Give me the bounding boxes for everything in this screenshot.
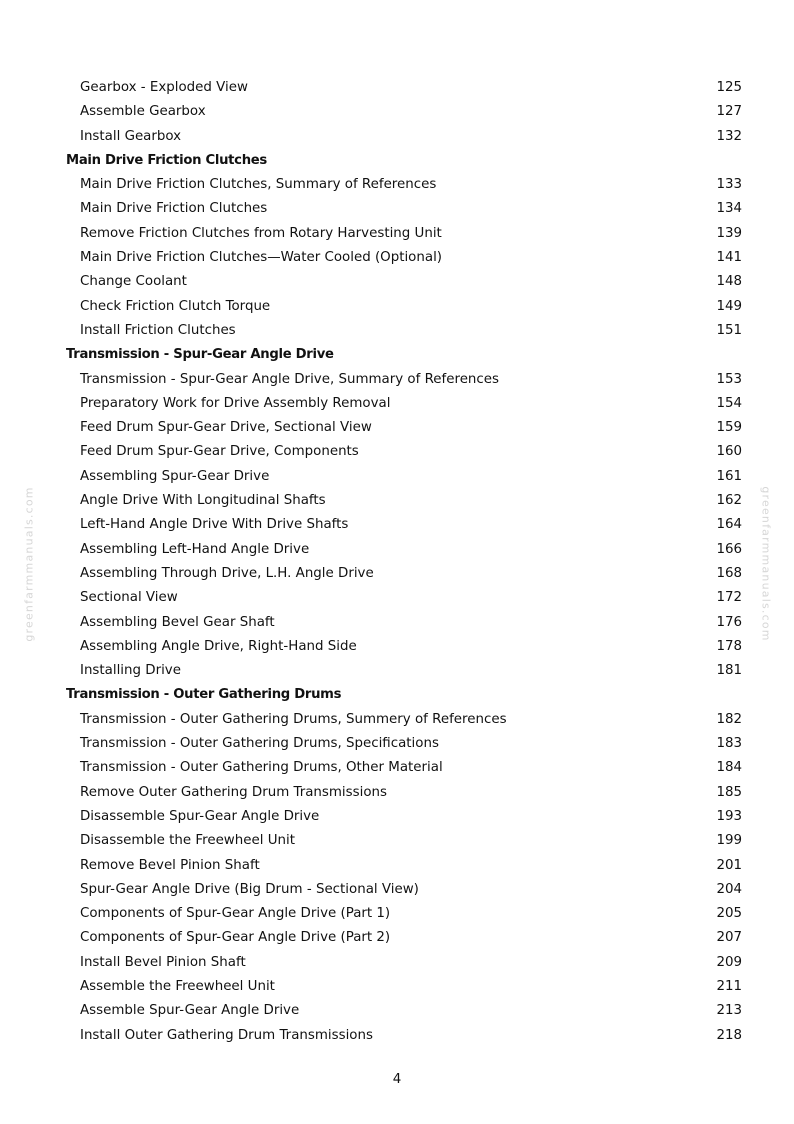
toc-entry[interactable] (0, 319, 794, 343)
toc-entry-title: Install Outer Gathering Drum Transmissions (80, 1027, 373, 1043)
toc-entry[interactable] (0, 999, 794, 1023)
toc-entry[interactable] (0, 392, 794, 416)
toc-section-heading: Main Drive Friction Clutches (66, 152, 267, 168)
toc-entry[interactable] (0, 951, 794, 975)
toc-entry-title: Assembling Spur-Gear Drive (80, 468, 270, 484)
toc-entry[interactable] (0, 562, 794, 586)
toc-entry-page-number: 134 (716, 201, 742, 217)
toc-entry-title: Transmission - Outer Gathering Drums, Specifications (80, 736, 439, 752)
toc-entry-page-number: 166 (716, 541, 742, 557)
toc-entry-title: Preparatory Work for Drive Assembly Removal (80, 395, 391, 411)
toc-entry-title: Main Drive Friction Clutches—Water Cooled (Optional) (80, 250, 443, 266)
toc-entry[interactable] (0, 902, 794, 926)
toc-entry[interactable] (0, 732, 794, 756)
toc-entry-title: Transmission - Outer Gathering Drums, Summery of References (80, 711, 507, 727)
toc-entry-title: Gearbox - Exploded View (80, 80, 248, 95)
toc-entry[interactable] (0, 635, 794, 659)
toc-entry[interactable] (0, 829, 794, 853)
toc-entry-page-number: 199 (716, 833, 742, 849)
toc-entry[interactable] (0, 416, 794, 440)
toc-entry[interactable] (0, 781, 794, 805)
toc-entry-page-number: 149 (716, 298, 742, 314)
toc-entry-title: Assemble Spur-Gear Angle Drive (80, 1003, 300, 1019)
toc-entry[interactable] (0, 222, 794, 246)
toc-entry-page-number: 176 (716, 614, 742, 630)
toc-entry-page-number: 125 (716, 80, 742, 95)
toc-section-heading: Transmission - Spur-Gear Angle Drive (66, 347, 334, 363)
toc-entry[interactable] (0, 513, 794, 537)
toc-entry[interactable] (0, 368, 794, 392)
toc-entry-title: Main Drive Friction Clutches, Summary of References (80, 177, 437, 193)
toc-entry-page-number: 139 (716, 225, 742, 241)
toc-entry-title: Assembling Angle Drive, Right-Hand Side (80, 638, 357, 654)
toc-entry[interactable] (0, 465, 794, 489)
toc-entry-page-number: 213 (716, 1003, 742, 1019)
toc-entry[interactable] (0, 975, 794, 999)
toc-entry[interactable] (0, 125, 794, 149)
toc-entry-page-number: 211 (716, 978, 742, 994)
toc-entry-title: Main Drive Friction Clutches (80, 201, 268, 217)
toc-entry-page-number: 182 (716, 711, 742, 727)
toc-entry-title: Transmission - Outer Gathering Drums, Other Material (80, 760, 443, 776)
toc-entry[interactable] (0, 538, 794, 562)
toc-entry-title: Assembling Left-Hand Angle Drive (80, 541, 310, 557)
toc-entry-title: Assembling Bevel Gear Shaft (80, 614, 275, 630)
toc-entry[interactable] (0, 854, 794, 878)
toc-entry[interactable] (0, 270, 794, 294)
toc-entry-page-number: 151 (716, 322, 742, 338)
table-of-contents (0, 76, 794, 1048)
toc-entry[interactable] (0, 1024, 794, 1048)
toc-entry[interactable] (0, 659, 794, 683)
toc-entry-title: Transmission - Spur-Gear Angle Drive, Summary of References (80, 371, 499, 387)
toc-entry-title: Remove Friction Clutches from Rotary Harvesting Unit (80, 225, 442, 241)
toc-entry[interactable] (0, 926, 794, 950)
toc-entry[interactable] (0, 197, 794, 221)
toc-entry[interactable] (0, 76, 794, 100)
toc-entry-page-number: 183 (716, 736, 742, 752)
toc-entry[interactable] (0, 878, 794, 902)
toc-entry-page-number: 168 (716, 565, 742, 581)
toc-entry-title: Disassemble the Freewheel Unit (80, 833, 295, 849)
toc-entry-page-number: 153 (716, 371, 742, 387)
toc-entry-title: Sectional View (80, 590, 178, 606)
toc-entry-title: Assembling Through Drive, L.H. Angle Drive (80, 565, 374, 581)
toc-entry[interactable] (0, 295, 794, 319)
toc-entry-page-number: 160 (716, 444, 742, 460)
toc-entry-title: Components of Spur-Gear Angle Drive (Part 2) (80, 930, 391, 946)
toc-entry-page-number: 207 (716, 930, 742, 946)
toc-entry-title: Angle Drive With Longitudinal Shafts (80, 493, 326, 509)
toc-entry-page-number: 172 (716, 590, 742, 606)
watermark-right: greenfarmmanuals.com (759, 486, 773, 642)
toc-entry-page-number: 201 (716, 857, 742, 873)
toc-entry-title: Install Gearbox (80, 128, 182, 144)
toc-entry[interactable] (0, 246, 794, 270)
toc-section-heading: Transmission - Outer Gathering Drums (66, 687, 342, 703)
toc-entry-title: Spur-Gear Angle Drive (Big Drum - Sectional View) (80, 881, 419, 897)
toc-entry-title: Remove Bevel Pinion Shaft (80, 857, 260, 873)
toc-entry[interactable] (0, 805, 794, 829)
toc-entry-title: Change Coolant (80, 274, 187, 290)
toc-entry[interactable] (0, 100, 794, 124)
toc-entry-page-number: 205 (716, 906, 742, 922)
toc-entry-page-number: 133 (716, 177, 742, 193)
toc-entry-page-number: 185 (716, 784, 742, 800)
toc-entry-page-number: 184 (716, 760, 742, 776)
toc-entry-page-number: 204 (716, 881, 742, 897)
toc-entry-title: Install Bevel Pinion Shaft (80, 954, 246, 970)
toc-entry[interactable] (0, 708, 794, 732)
toc-entry-page-number: 164 (716, 517, 742, 533)
toc-entry[interactable] (0, 611, 794, 635)
toc-entry-title: Left-Hand Angle Drive With Drive Shafts (80, 517, 349, 533)
toc-entry-page-number: 141 (716, 250, 742, 266)
toc-entry-title: Disassemble Spur-Gear Angle Drive (80, 808, 320, 824)
toc-entry[interactable] (0, 756, 794, 780)
toc-entry-title: Installing Drive (80, 663, 181, 679)
toc-entry-page-number: 209 (716, 954, 742, 970)
toc-entry-page-number: 154 (716, 395, 742, 411)
toc-entry-title: Assemble the Freewheel Unit (80, 978, 275, 994)
toc-entry-title: Components of Spur-Gear Angle Drive (Part 1) (80, 906, 391, 922)
toc-entry-title: Feed Drum Spur-Gear Drive, Sectional View (80, 420, 372, 436)
toc-entry-page-number: 127 (716, 104, 742, 120)
page-number: 4 (392, 1072, 402, 1087)
toc-entry-page-number: 218 (716, 1027, 742, 1043)
watermark-left: greenfarmmanuals.com (22, 486, 36, 642)
toc-entry-title: Check Friction Clutch Torque (80, 298, 271, 314)
toc-entry-title: Install Friction Clutches (80, 322, 236, 338)
toc-entry-page-number: 161 (716, 468, 742, 484)
toc-entry[interactable] (0, 173, 794, 197)
toc-entry-page-number: 193 (716, 808, 742, 824)
toc-entry-page-number: 159 (716, 420, 742, 436)
toc-entry[interactable] (0, 586, 794, 610)
toc-entry-page-number: 181 (716, 663, 742, 679)
toc-entry-page-number: 162 (716, 493, 742, 509)
toc-entry-page-number: 148 (716, 274, 742, 290)
toc-entry[interactable] (0, 489, 794, 513)
toc-entry-title: Assemble Gearbox (80, 104, 206, 120)
toc-entry-title: Feed Drum Spur-Gear Drive, Components (80, 444, 359, 460)
toc-entry-page-number: 132 (716, 128, 742, 144)
toc-entry-title: Remove Outer Gathering Drum Transmissions (80, 784, 387, 800)
toc-entry[interactable] (0, 440, 794, 464)
toc-entry-page-number: 178 (716, 638, 742, 654)
